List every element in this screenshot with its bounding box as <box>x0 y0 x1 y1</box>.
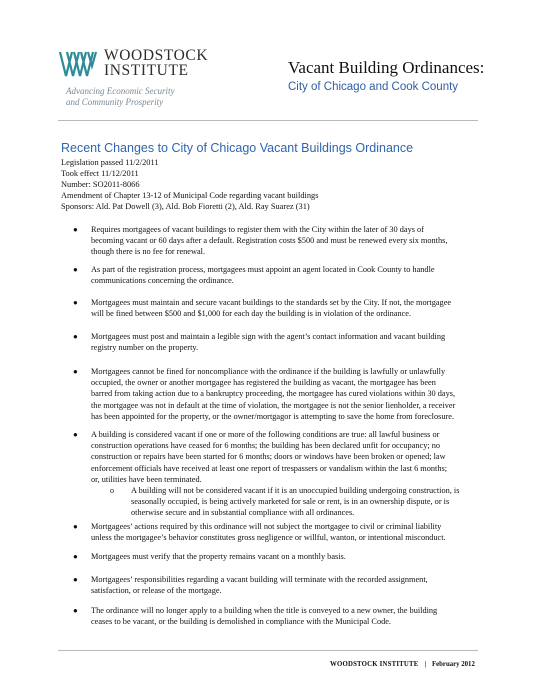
document-title: Vacant Building Ordinances: <box>288 58 485 77</box>
bullet-dot-icon: ● <box>73 575 78 584</box>
bullet-line: becoming vacant or 60 days after a default. Registration costs $500 and must be renewed every six months, <box>91 236 448 246</box>
bullet-item <box>61 264 481 286</box>
bullet-line: unless the mortgagee’s behavior constitutes gross negligence or willful, wanton, or intentional misconduct. <box>91 533 446 543</box>
bullet-dot-icon: ● <box>73 225 78 234</box>
footer-date: February 2012 <box>431 661 475 668</box>
bullet-line: As part of the registration process, mortgagees must appoint an agent located in Cook County to handle <box>91 265 435 274</box>
bullet-line: though there is no fee for renewal. <box>91 247 206 257</box>
bullet-text <box>91 521 481 543</box>
bullet-text <box>91 297 481 319</box>
meta-number: Number: SO2011-8066 <box>61 180 140 189</box>
bullet-line: has been appointed for the property, or the owner/mortgagor is attempting to save the home from foreclosure. <box>91 411 455 421</box>
logo-tagline <box>66 86 174 107</box>
logo-name-line2: INSTITUTE <box>104 62 189 79</box>
meta-effective: Took effect 11/12/2011 <box>61 169 139 178</box>
footer-separator: | <box>424 661 426 668</box>
bullet-line: ceases to be vacant, or the building is demolished in compliance with the Municipal Code. <box>91 617 391 627</box>
bullet-line: satisfaction, or release of the mortgage. <box>91 586 222 596</box>
meta-sponsors: Sponsors: Ald. Pat Dowell (3), Ald. Bob Fioretti (2), Ald. Ray Suarez (31) <box>61 202 310 211</box>
sub-bullet-circle-icon: o <box>110 486 114 495</box>
bullet-text <box>91 605 481 627</box>
logo-tagline-line1: Advancing Economic Security <box>66 86 175 96</box>
bullet-line: enforcement officials have received at least one report of trespassers or vandalism within the last 6 months; <box>91 463 448 473</box>
bullet-line: barred from taking action due to a bankruptcy proceeding, the mortgagee has cured violations within 30 days, <box>91 389 456 399</box>
bullet-item <box>61 429 481 485</box>
logo-name-line1: WOODSTOCK <box>104 47 209 64</box>
bullet-item <box>61 551 481 562</box>
footer-divider <box>58 650 478 651</box>
bullet-text <box>91 574 481 596</box>
bullet-line: Mortgagees must maintain and secure vacant buildings to the standards set by the City. If not, the mortgagee <box>91 298 452 307</box>
bullet-line: Requires mortgagees of vacant buildings to register them with the City within the later of 30 days of <box>91 225 424 234</box>
bullet-line: Mortgagees must post and maintain a legible sign with the agent’s contact information and vacant building <box>91 332 446 341</box>
bullet-item <box>61 574 481 596</box>
bullet-line: Mortgagees must verify that the property remains vacant on a monthly basis. <box>91 552 346 561</box>
bullet-line: The ordinance will no longer apply to a building when the title is conveyed to a new owner, the building <box>91 606 438 615</box>
bullet-item <box>61 224 481 258</box>
bullet-dot-icon: ● <box>73 522 78 531</box>
meta-amendment: Amendment of Chapter 13-12 of Municipal Code regarding vacant buildings <box>61 191 319 200</box>
bullet-text <box>91 366 481 422</box>
bullet-text <box>91 429 481 485</box>
bullet-dot-icon: ● <box>73 265 78 274</box>
bullet-item <box>61 366 481 422</box>
bullet-dot-icon: ● <box>73 552 78 561</box>
logo-name <box>104 48 208 78</box>
bullet-line: A building is considered vacant if one or more of the following conditions are true: all lawful business or <box>91 430 440 439</box>
bullet-line: construction operations have ceased for 6 months; the building has been declared unfit for occupancy; no <box>91 441 441 451</box>
bullet-line: Mortgagees’ actions required by this ordinance will not subject the mortgagee to civil or criminal liability <box>91 522 442 531</box>
bullet-dot-icon: ● <box>73 606 78 615</box>
woodstock-logo <box>58 46 248 106</box>
bullet-item <box>61 605 481 627</box>
bullet-line: will be fined between $500 and $1,000 for each day the building is in violation of the ordinance. <box>91 309 412 319</box>
woodstock-chevron-logo-icon <box>58 48 98 82</box>
logo-tagline-line2: and Community Prosperity <box>66 96 164 107</box>
bullet-dot-icon: ● <box>73 367 78 376</box>
section-heading: Recent Changes to City of Chicago Vacant Buildings Ordinance <box>61 141 414 155</box>
document-subtitle: City of Chicago and Cook County <box>288 81 459 93</box>
page-footer <box>330 661 475 668</box>
bullet-line: the mortgagee was not in default at the time of violation, the mortgagee is not the senior lienholder, a receiver <box>91 400 456 410</box>
bullet-line: registry number on the property. <box>91 343 199 353</box>
bullet-item <box>61 331 481 353</box>
legislation-meta <box>61 157 318 212</box>
bullet-text <box>91 331 481 353</box>
bullet-line: communications concerning the ordinance. <box>91 276 234 286</box>
meta-passed: Legislation passed 11/2/2011 <box>61 158 159 167</box>
bullet-line: or, utilities have been terminated. <box>91 474 202 484</box>
bullet-dot-icon: ● <box>73 298 78 307</box>
bullet-line: occupied, the owner or another mortgagee has registered the building as vacant, the mortgagee has been <box>91 378 436 388</box>
bullet-line: construction or repairs have been started for 6 months; doors or windows have been broken or opened; law <box>91 452 446 462</box>
bullet-item <box>61 521 481 543</box>
bullet-line: Mortgagees cannot be fined for noncompliance with the ordinance if the building is lawfully or unlawfully <box>91 367 446 376</box>
sub-bullet-line: otherwise secure and in substantial compliance with all ordinances. <box>131 508 355 518</box>
sub-bullet-line: A building will not be considered vacant if it is an unoccupied building undergoing construction, is <box>131 486 460 495</box>
sub-bullet-line: seasonally occupied, is being actively marketed for sale or rent, is in an ownership dispute, or is <box>131 497 450 507</box>
sub-bullet-item <box>101 485 481 519</box>
bullet-item <box>61 297 481 319</box>
header-divider <box>58 120 478 121</box>
bullet-text <box>91 551 481 562</box>
bullet-dot-icon: ● <box>73 332 78 341</box>
bullet-text <box>91 264 481 286</box>
bullet-text <box>91 224 481 258</box>
bullet-line: Mortgagees’ responsibilities regarding a vacant building will terminate with the recorded assignment, <box>91 575 428 584</box>
footer-org: WOODSTOCK INSTITUTE <box>330 661 419 668</box>
bullet-dot-icon: ● <box>73 430 78 439</box>
sub-bullet-text <box>131 485 481 519</box>
